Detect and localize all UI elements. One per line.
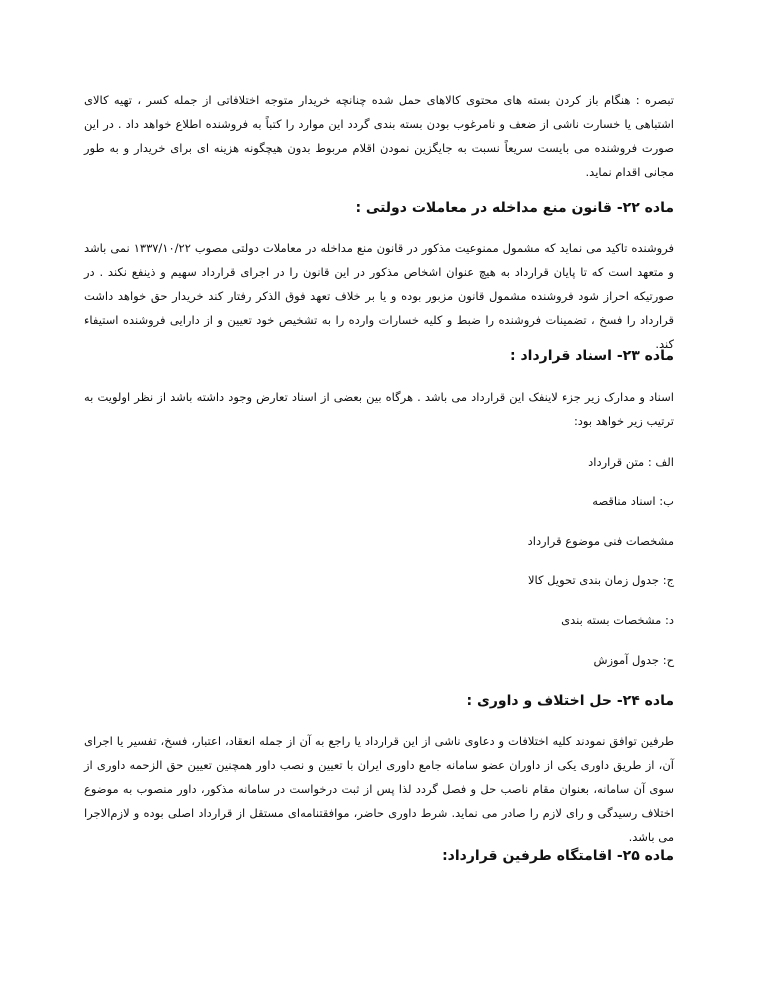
list-item: ب: اسناد مناقصه	[592, 494, 674, 508]
list-item: د: مشخصات بسته بندی	[561, 613, 674, 627]
list-item: ج: جدول زمان بندی تحویل کالا	[527, 573, 674, 587]
list-item: ح: جدول آموزش	[593, 653, 674, 667]
note-paragraph: تبصره : هنگام باز کردن بسته های محتوی کالاهای حمل شده چنانچه خریدار متوجه اختلافاتی از جمله کسر ، تهیه کالای اشتباهی یا خسارت ناشی از ضعف و نامرغوب بودن بسته بندی گردد این موارد را کتباً به فروشنده اطلاع خواهد داد . در این صورت فروشنده می بایست سریعاً نسبت به جایگزین نمودن اقلام مربوط بدون هیچگونه هزینه ای برای خریدار و به طور مجانی اقدام نماید.	[84, 93, 674, 179]
article-23-intro: اسناد و مدارک زیر جزء لاینفک این قرارداد می باشد . هرگاه بین بعضی از اسناد تعارض وجود داشته باشد از نظر اولویت به ترتیب زیر خواهد بود:	[84, 390, 674, 428]
list-item: مشخصات فنی موضوع قرارداد	[527, 534, 674, 548]
article-24-paragraph: طرفین توافق نمودند کلیه اختلافات و دعاوی ناشی از این قرارداد یا راجع به آن از جمله انعقاد، اعتبار، فسخ، تفسیر یا اجرای آن، از طریق داوری یکی از داوران عضو سامانه جامع داوری ایران با تعیین و نصب داور همچنین تعیین حق الزحمه داوری از سوی آن سامانه، بعنوان مقام ناصب حل و فصل گردد لذا پس از ثبت درخواست در سامانه مذکور، داور منصوب به موضوع اختلاف رسیدگی و رای لازم را صادر می نماید. شرط داوری حاضر، موافقتنامه‌ای مستقل از قرارداد اصلی بوده و لازم‌الاجرا می باشد.	[84, 734, 674, 844]
list-item: الف : متن قرارداد	[588, 455, 674, 469]
article-22-paragraph: فروشنده تاکید می نماید که مشمول ممنوعیت مذکور در قانون منع مداخله در معاملات دولتی مصوب ۱۳۳۷/۱۰/۲۲ نمی باشد و متعهد است که تا پایان قرارداد به هیچ عنوان اشخاص مذکور در این قانون را در اجرای قرارداد سهیم و ذینفع نکند . در صورتیکه احراز شود فروشنده مشمول قانون مزبور بوده و یا بر خلاف تعهد فوق الذکر رفتار کند خریدار حق خواهد داشت قرارداد را فسخ ، تضمینات فروشنده را ضبط و کلیه خسارات وارده را به تشخیص خود تعیین و از دارایی فروشنده استیفاء کند.	[84, 241, 674, 351]
article-23-heading: ماده ۲۳- اسناد قرارداد :	[510, 348, 674, 364]
article-22-heading: ماده ۲۲- قانون منع مداخله در معاملات دولتی :	[355, 200, 674, 216]
article-25-heading: ماده ۲۵- اقامتگاه طرفین قرارداد:	[442, 848, 674, 864]
article-24-heading: ماده ۲۴- حل اختلاف و داوری :	[466, 693, 674, 709]
